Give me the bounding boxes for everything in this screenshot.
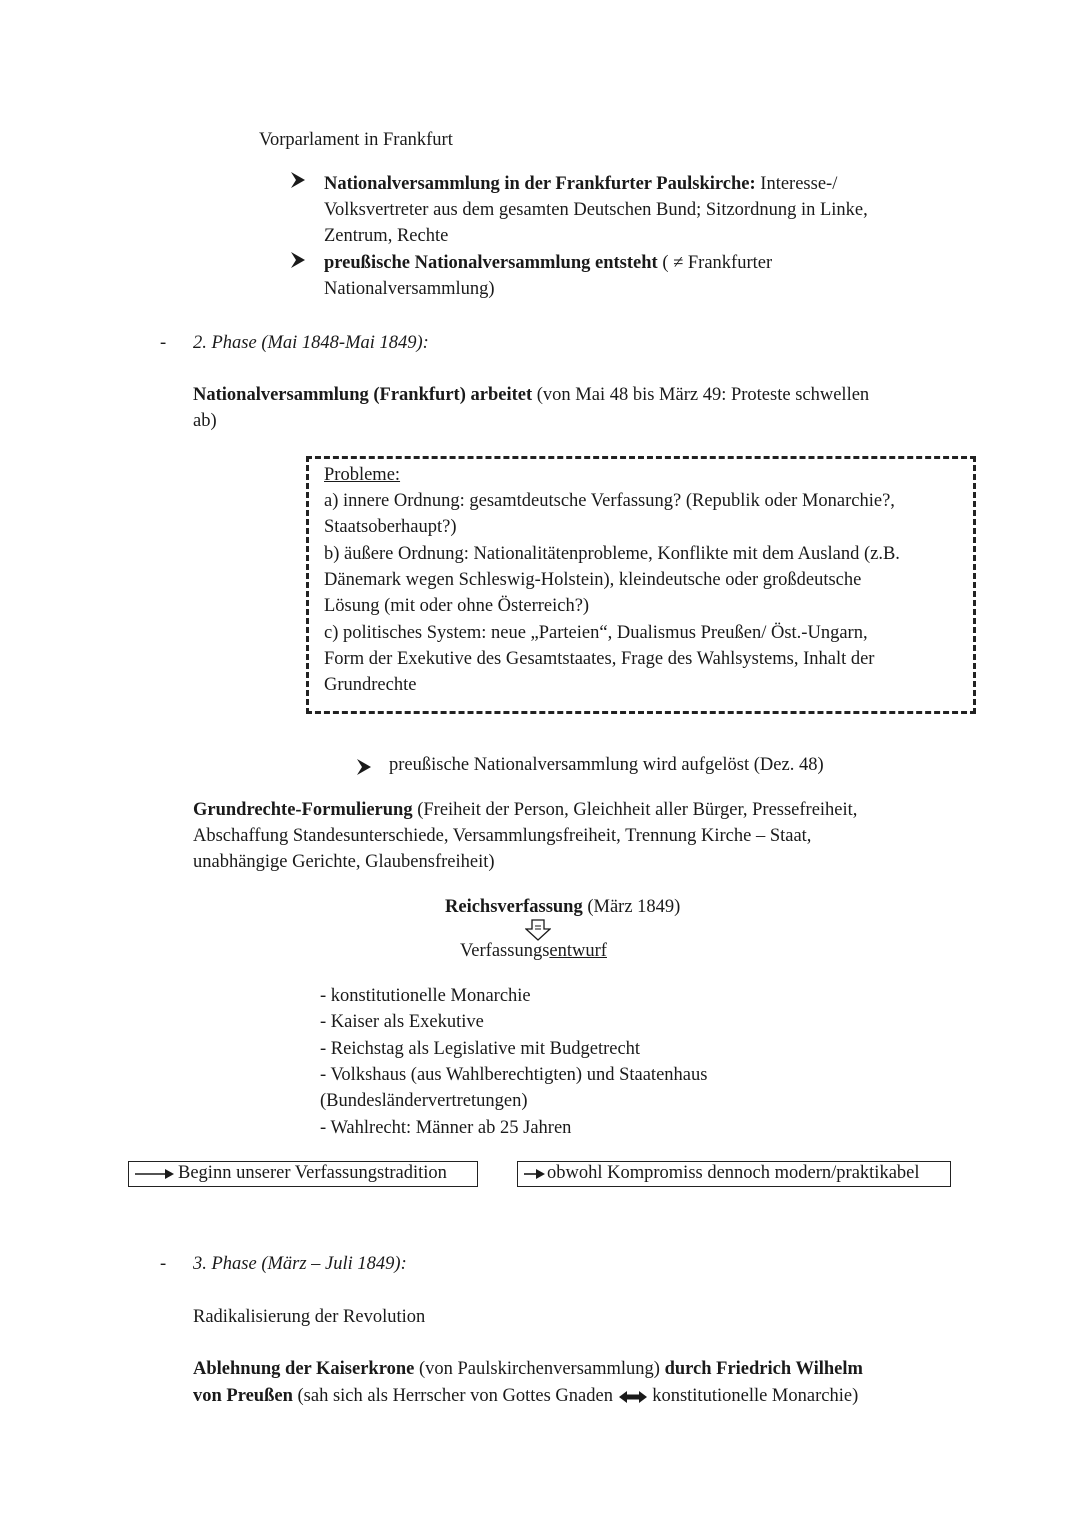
phase3-dash: - bbox=[160, 1254, 167, 1274]
ablehnung-rest-a: (sah sich als Herrscher von Gottes Gnaden bbox=[297, 1386, 613, 1406]
ablehnung-rest-b: konstitutionelle Monarchie) bbox=[652, 1386, 859, 1406]
bullet-arrow-icon bbox=[290, 171, 306, 195]
entwurf-point: - konstitutionelle Monarchie bbox=[320, 986, 531, 1006]
grundrechte-line3: unabhängige Gerichte, Glaubensfreiheit) bbox=[193, 852, 495, 872]
bullet-preussische-nv-rest: ( ≠ Frankfurter bbox=[662, 253, 773, 273]
grundrechte-bold: Grundrechte-Formulierung bbox=[193, 800, 413, 820]
ablehnung-bold2: durch Friedrich Wilhelm bbox=[664, 1359, 863, 1379]
verfassungsentwurf-b: entwurf bbox=[549, 941, 607, 961]
box-verfassungstradition bbox=[128, 1161, 478, 1187]
verfassungsentwurf bbox=[460, 938, 607, 965]
grundrechte-rest: (Freiheit der Person, Gleichheit aller Bürger, Pressefreiheit, bbox=[417, 800, 858, 820]
entwurf-point: (Bundesländervertretungen) bbox=[320, 1091, 528, 1111]
ablehnung-bold1: Ablehnung der Kaiserkrone bbox=[193, 1359, 415, 1379]
nv-arbeitet-rest: (von Mai 48 bis März 49: Proteste schwellen bbox=[536, 385, 870, 405]
radikalisierung: Radikalisierung der Revolution bbox=[193, 1307, 426, 1327]
bullet-preussische-nv bbox=[324, 250, 772, 277]
phase3-heading bbox=[193, 1251, 407, 1278]
probleme-line: b) äußere Ordnung: Nationalitätenprobleme, Konflikte mit dem Ausland (z.B. bbox=[324, 544, 900, 564]
probleme-line: Lösung (mit oder ohne Österreich?) bbox=[324, 596, 590, 616]
ablehnung-line1 bbox=[193, 1356, 863, 1383]
nv-arbeitet-bold: Nationalversammlung (Frankfurt) arbeitet bbox=[193, 385, 533, 405]
arrow-right-icon bbox=[133, 1168, 175, 1180]
probleme-line: Grundrechte bbox=[324, 675, 417, 695]
phase3-heading-text: 3. Phase (März – Juli 1849): bbox=[193, 1254, 407, 1274]
entwurf-point: - Volkshaus (aus Wahlberechtigten) und Staatenhaus bbox=[320, 1065, 708, 1085]
arrow-right-icon bbox=[522, 1168, 546, 1180]
box-verfassungstradition-text: Beginn unserer Verfassungstradition bbox=[178, 1163, 447, 1183]
box-kompromiss-text: obwohl Kompromiss dennoch modern/praktikabel bbox=[547, 1163, 920, 1183]
bullet-arrow-icon bbox=[356, 758, 372, 782]
probleme-line: Dänemark wegen Schleswig-Holstein), kleindeutsche oder großdeutsche bbox=[324, 570, 862, 590]
entwurf-point: - Reichstag als Legislative mit Budgetrecht bbox=[320, 1039, 641, 1059]
ablehnung-bold3: von Preußen bbox=[193, 1386, 293, 1406]
aufgeloest-line: preußische Nationalversammlung wird aufgelöst (Dez. 48) bbox=[389, 755, 824, 775]
entwurf-point: - Kaiser als Exekutive bbox=[320, 1012, 484, 1032]
bullet-paulskirche-line2: Volksvertreter aus dem gesamten Deutschen Bund; Sitzordnung in Linke, bbox=[324, 200, 868, 220]
reichsverfassung bbox=[445, 894, 680, 921]
probleme-title: Probleme: bbox=[324, 465, 401, 485]
bullet-paulskirche-bold: Nationalversammlung in der Frankfurter Paulskirche: bbox=[324, 174, 756, 194]
phase2-dash: - bbox=[160, 333, 167, 353]
phase2-heading-text: 2. Phase (Mai 1848-Mai 1849): bbox=[193, 333, 429, 353]
bullet-paulskirche bbox=[324, 171, 837, 198]
phase2-heading bbox=[193, 330, 429, 357]
bullet-paulskirche-rest: Interesse-/ bbox=[760, 174, 838, 194]
verfassungsentwurf-a: Verfassungs bbox=[460, 941, 550, 961]
ablehnung-line2 bbox=[193, 1383, 858, 1410]
reichsverfassung-date: (März 1849) bbox=[587, 897, 681, 917]
double-arrow-icon bbox=[618, 1390, 648, 1404]
bullet-preussische-nv-line2: Nationalversammlung) bbox=[324, 279, 495, 299]
bullet-paulskirche-line3: Zentrum, Rechte bbox=[324, 226, 449, 246]
ablehnung-mid: (von Paulskirchenversammlung) bbox=[418, 1359, 660, 1379]
nv-arbeitet-line2: ab) bbox=[193, 411, 217, 431]
bullet-arrow-icon bbox=[290, 251, 306, 275]
reichsverfassung-bold: Reichsverfassung bbox=[445, 897, 583, 917]
probleme-line: c) politisches System: neue „Parteien“, Dualismus Preußen/ Öst.-Ungarn, bbox=[324, 623, 868, 643]
probleme-line: Staatsoberhaupt?) bbox=[324, 517, 457, 537]
bullet-preussische-nv-bold: preußische Nationalversammlung entsteht bbox=[324, 253, 658, 273]
nv-arbeitet bbox=[193, 382, 869, 409]
box-kompromiss bbox=[517, 1161, 951, 1187]
probleme-line: Form der Exekutive des Gesamtstaates, Frage des Wahlsystems, Inhalt der bbox=[324, 649, 875, 669]
entwurf-point: - Wahlrecht: Männer ab 25 Jahren bbox=[320, 1118, 572, 1138]
probleme-line: a) innere Ordnung: gesamtdeutsche Verfassung? (Republik oder Monarchie?, bbox=[324, 491, 895, 511]
vorparlament-line: Vorparlament in Frankfurt bbox=[259, 130, 453, 150]
grundrechte-line2: Abschaffung Standesunterschiede, Versammlungsfreiheit, Trennung Kirche – Staat, bbox=[193, 826, 812, 846]
grundrechte bbox=[193, 797, 857, 824]
